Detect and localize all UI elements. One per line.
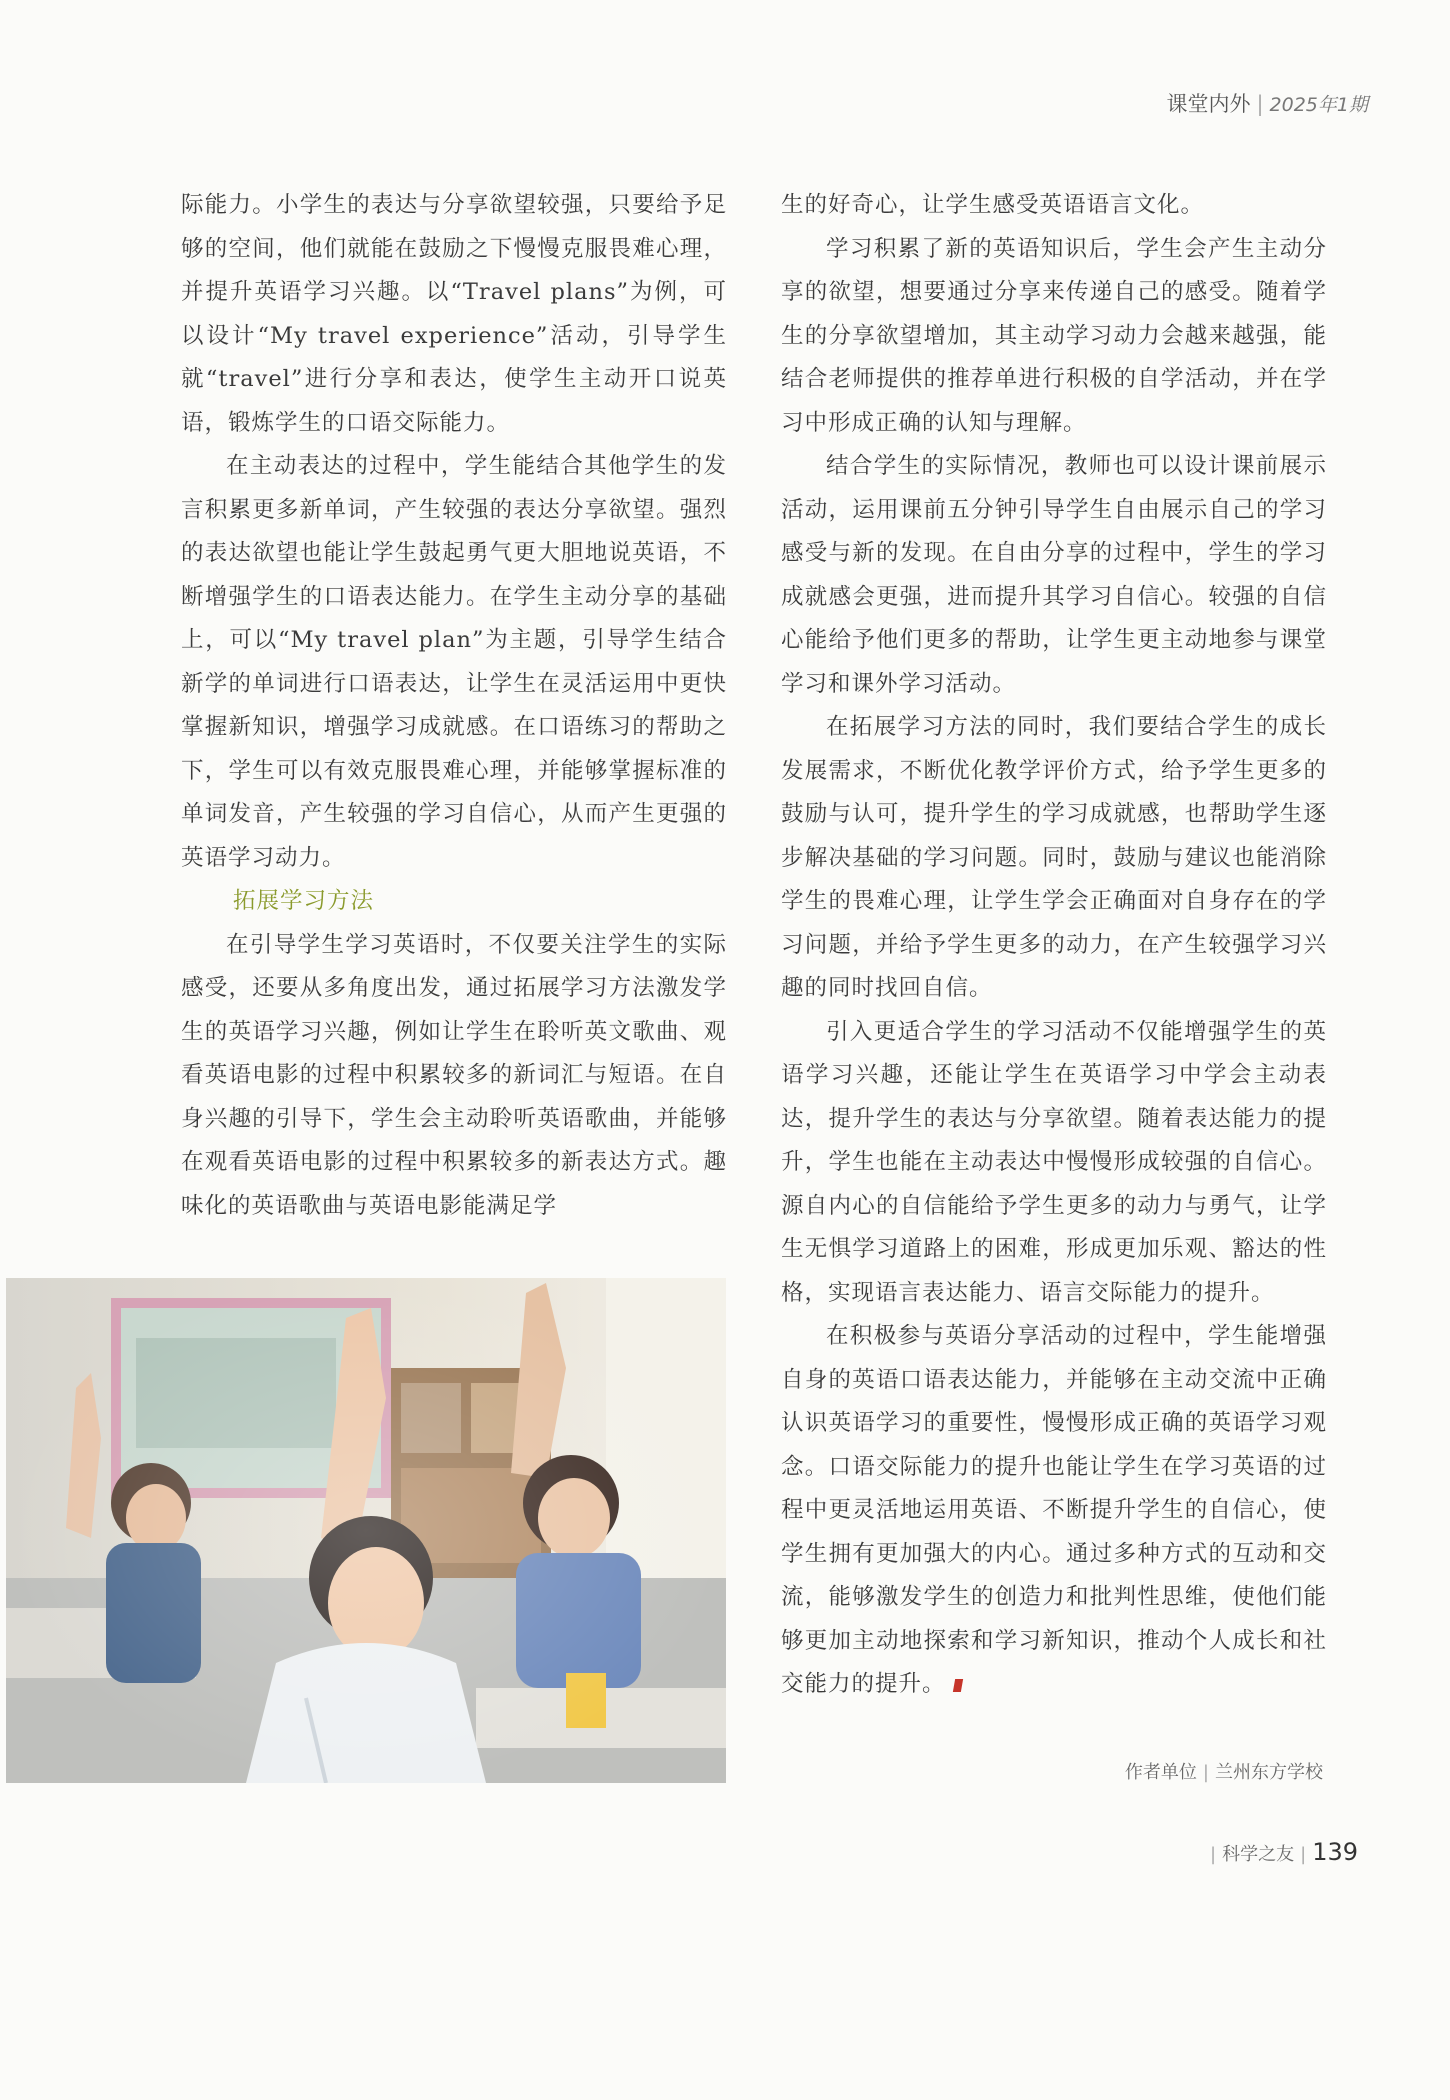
running-header bbox=[1166, 88, 1368, 118]
page-number: 139 bbox=[1312, 1838, 1358, 1866]
issue-label: 2025年1期 bbox=[1269, 94, 1368, 116]
left-paragraph-2: 在主动表达的过程中，学生能结合其他学生的发言积累更多新单词，产生较强的表达分享欲望。强烈的表达欲望也能让学生鼓起勇气更大胆地说英语，不断增强学生的口语表达能力。在学生主动分享的基础上，可以“My travel plan”为主题，引导学生结合新学的单词进行口语表达，让学生在灵活运用中更快掌握新知识，增强学习成就感。在口语练习的帮助之下，学生可以有效克服畏难心理，并能够掌握标准的单词发音，产生较强的学习自信心，从而产生更强的英语学习动力。 bbox=[181, 453, 727, 871]
author-label: 作者单位 bbox=[1124, 1762, 1197, 1783]
page-footer bbox=[1204, 1838, 1358, 1866]
right-paragraph-4: 在拓展学习方法的同时，我们要结合学生的成长发展需求，不断优化教学评价方式，给予学生更多的鼓励与认可，提升学生的学习成就感，也帮助学生逐步解决基础的学习问题。同时，鼓励与建议也能消除学生的畏难心理，让学生学会正确面对自身存在的学习问题，并给予学生更多的动力，在产生较强学习兴趣的同时找回自信。 bbox=[781, 714, 1327, 1001]
author-unit: 兰州东方学校 bbox=[1215, 1762, 1323, 1783]
author-separator: | bbox=[1202, 1762, 1209, 1783]
header-separator: | bbox=[1256, 92, 1264, 116]
classroom-illustration bbox=[6, 1278, 726, 1783]
footer-separator-left: | bbox=[1210, 1844, 1217, 1865]
end-mark-icon bbox=[952, 1679, 962, 1692]
right-paragraph-2: 学习积累了新的英语知识后，学生会产生主动分享的欲望，想要通过分享来传递自己的感受。随着学生的分享欲望增加，其主动学习动力会越来越强，能结合老师提供的推荐单进行积极的自学活动，并在学习中形成正确的认知与理解。 bbox=[781, 235, 1327, 436]
right-paragraph-1: 生的好奇心，让学生感受英语语言文化。 bbox=[781, 192, 1205, 218]
footer-separator-right: | bbox=[1300, 1844, 1307, 1865]
right-paragraph-3: 结合学生的实际情况，教师也可以设计课前展示活动，运用课前五分钟引导学生自由展示自己的学习感受与新的发现。在自由分享的过程中，学生的学习成就感会更强，进而提升其学习自信心。较强的自信心能给予他们更多的帮助，让学生更主动地参与课堂学习和课外学习活动。 bbox=[781, 453, 1327, 697]
column-name: 课堂内外 bbox=[1166, 92, 1251, 116]
right-column bbox=[781, 184, 1327, 1707]
right-paragraph-6-text: 在积极参与英语分享活动的过程中，学生能增强自身的英语口语表达能力，并能够在主动交流中正确认识英语学习的重要性，慢慢形成正确的英语学习观念。口语交际能力的提升也能让学生在学习英语的过程中更灵活地运用英语、不断提升学生的自信心，使学生拥有更加强大的内心。通过多种方式的互动和交流，能够激发学生的创造力和批判性思维，使他们能够更加主动地探索和学习新知识，推动个人成长和社交能力的提升。 bbox=[781, 1323, 1327, 1697]
left-column bbox=[181, 184, 727, 1228]
right-paragraph-5: 引入更适合学生的学习活动不仅能增强学生的英语学习兴趣，还能让学生在英语学习中学会主动表达，提升学生的表达与分享欲望。随着表达能力的提升，学生也能在主动表达中慢慢形成较强的自信心。源自内心的自信能给予学生更多的动力与勇气，让学生无惧学习道路上的困难，形成更加乐观、豁达的性格，实现语言表达能力、语言交际能力的提升。 bbox=[781, 1018, 1327, 1306]
left-paragraph-3: 在引导学生学习英语时，不仅要关注学生的实际感受，还要从多角度出发，通过拓展学习方法激发学生的英语学习兴趣，例如让学生在聆听英文歌曲、观看英语电影的过程中积累较多的新词汇与短语。在自身兴趣的引导下，学生会主动聆听英语歌曲，并能够在观看英语电影的过程中积累较多的新表达方式。趣味化的英语歌曲与英语电影能满足学 bbox=[181, 931, 727, 1219]
magazine-name: 科学之友 bbox=[1222, 1844, 1295, 1865]
section-subheading: 拓展学习方法 bbox=[233, 888, 375, 914]
classroom-photo bbox=[6, 1278, 726, 1783]
author-affiliation bbox=[1125, 1758, 1323, 1784]
right-paragraph-6 bbox=[781, 1315, 1327, 1707]
soft-light-overlay bbox=[6, 1278, 726, 1783]
left-paragraph-1: 际能力。小学生的表达与分享欲望较强，只要给予足够的空间，他们就能在鼓励之下慢慢克服畏难心理，并提升英语学习兴趣。以“Travel plans”为例，可以设计“My travel experience”活动，引导学生就“travel”进行分享和表达，使学生主动开口说英语，锻炼学生的口语交际能力。 bbox=[181, 192, 727, 436]
